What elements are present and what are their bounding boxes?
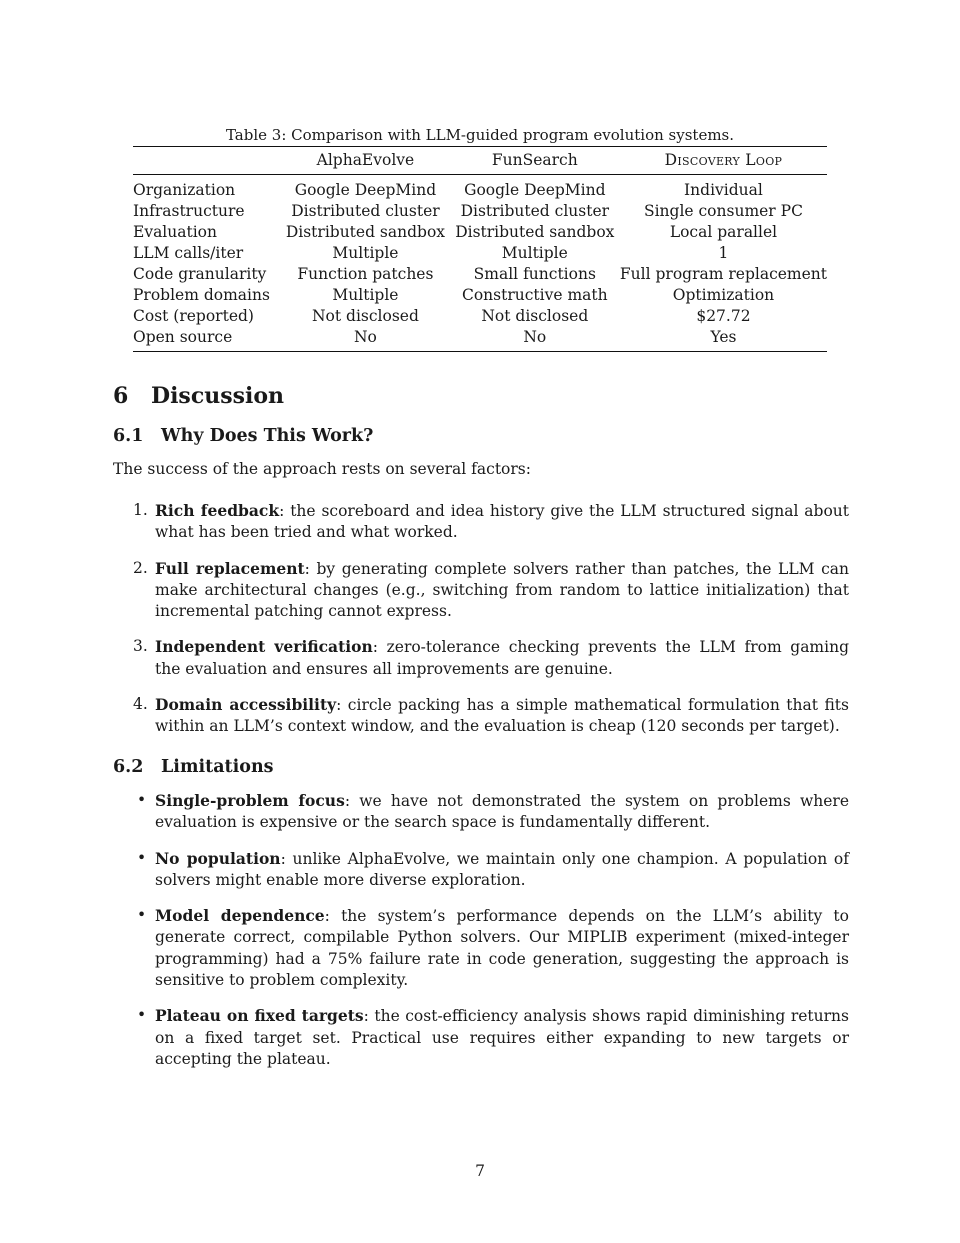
list-marker: 1. — [133, 501, 148, 519]
table-row-label: Code granularity — [133, 265, 267, 283]
table-cell: Optimization — [672, 286, 775, 304]
table-cell: Not disclosed — [311, 307, 419, 325]
section-heading — [113, 383, 284, 409]
table-cell: Google DeepMind — [464, 181, 606, 199]
table-cell: Constructive math — [461, 286, 608, 304]
list-item-text: : circle packing has a simple mathematical formulation that fits within an LLM’s context window, and the evaluation is cheap (120 seconds per target). — [155, 696, 849, 736]
table-cell: Distributed sandbox — [455, 223, 615, 241]
subsection-heading — [113, 757, 274, 777]
list-item — [113, 500, 849, 544]
table-header-cell — [133, 147, 281, 175]
subsection-title: Why Does This Work? — [161, 426, 374, 446]
list-marker: 3. — [133, 637, 148, 656]
table-cell: Distributed cluster — [460, 202, 610, 220]
table-row-label: Open source — [133, 328, 233, 346]
subsection-number: 6.1 — [113, 426, 144, 446]
list-item-term: Independent verification — [155, 637, 373, 657]
limitations-list — [113, 790, 849, 1070]
factors-list — [113, 500, 849, 738]
table-header-row — [133, 147, 827, 175]
list-item-text: : the scoreboard and idea history give the LLM structured signal about what has been tried and what worked. — [155, 502, 849, 542]
table-row-label: Evaluation — [133, 223, 217, 241]
list-item — [113, 694, 849, 738]
table-cell: Local parallel — [669, 223, 778, 241]
list-item-text: : we have not demonstrated the system on problems where evaluation is expensive or the search space is fundamentally different. — [155, 792, 849, 832]
list-item-text: : the cost-efficiency analysis shows rapid diminishing returns on a fixed target set. Practical use requires either expanding to new targets or accepting the plateau. — [155, 1007, 849, 1068]
list-item — [113, 848, 849, 892]
subsection-title: Limitations — [161, 757, 274, 777]
table-row-label: Problem domains — [133, 286, 270, 304]
table-cell: Distributed sandbox — [285, 223, 446, 241]
table-header-cell: FunSearch — [491, 151, 578, 169]
table-cell: No — [353, 328, 377, 346]
table-row — [133, 222, 827, 243]
list-item-term: No population — [155, 848, 281, 868]
table-cell: Multiple — [332, 244, 399, 262]
table-cell: Small functions — [473, 265, 596, 283]
table-cell: Yes — [710, 328, 737, 346]
table-cell: Function patches — [297, 265, 434, 283]
table-row — [133, 264, 827, 285]
list-item-text: : the system’s performance depends on the LLM’s ability to generate correct, compilable Python solvers. Our MIPLIB experiment (mixed-integer programming) had a 75% failure rate in code generation, suggesting the approach is sensitive to problem complexity. — [155, 907, 849, 990]
bullet-icon: • — [137, 906, 147, 925]
table-cell: Multiple — [501, 244, 568, 262]
table-row-label: Infrastructure — [133, 202, 245, 220]
bullet-icon: • — [137, 1006, 147, 1025]
table-cell: 1 — [718, 244, 729, 262]
section-number: 6 — [113, 383, 129, 409]
table-cell: No — [523, 328, 547, 346]
comparison-table-block — [133, 124, 827, 352]
table-row-label: Organization — [133, 181, 236, 199]
table-row-label: LLM calls/iter — [133, 244, 244, 262]
table-header-cell: AlphaEvolve — [316, 151, 415, 169]
table-row — [133, 285, 827, 306]
table-cell: Google DeepMind — [294, 181, 437, 199]
list-item — [113, 905, 849, 991]
bullet-icon: • — [137, 791, 147, 809]
table-cell: Single consumer PC — [643, 202, 803, 220]
list-item-text: : zero-tolerance checking prevents the LLM from gaming the evaluation and ensures all improvements are genuine. — [155, 638, 849, 678]
list-marker: 4. — [133, 695, 148, 714]
bullet-icon: • — [137, 848, 147, 867]
table-cell: Multiple — [332, 286, 399, 304]
subsection-heading — [113, 426, 373, 446]
subsection-number: 6.2 — [113, 757, 144, 777]
page-number: 7 — [475, 1162, 485, 1180]
list-item-term: Full replacement — [155, 558, 305, 578]
table-cell: Individual — [684, 181, 763, 199]
list-item-text: : by generating complete solvers rather than patches, the LLM can make architectural changes (e.g., switching from random to lattice initialization) that incremental patching cannot express. — [155, 559, 849, 621]
table-cell: Not disclosed — [481, 307, 589, 325]
list-item — [113, 1005, 849, 1070]
table-row — [133, 243, 827, 264]
table-cell: $27.72 — [696, 307, 751, 325]
list-item — [113, 558, 849, 623]
list-item-term: Model dependence — [155, 906, 325, 926]
intro-paragraph: The success of the approach rests on several factors: — [113, 460, 531, 478]
table-row-label: Cost (reported) — [133, 307, 254, 325]
table-row — [133, 327, 827, 352]
list-item-term: Domain accessibility — [155, 695, 337, 715]
list-marker: 2. — [133, 558, 148, 577]
table-row — [133, 175, 827, 202]
list-item-term: Single-problem focus — [155, 791, 345, 810]
table-cell: Distributed cluster — [291, 202, 440, 220]
list-item — [113, 636, 849, 680]
table-row — [133, 306, 827, 327]
table-cell: Full program replacement — [619, 265, 827, 283]
list-item-term: Rich feedback — [155, 501, 280, 520]
list-item-term: Plateau on fixed targets — [155, 1006, 364, 1026]
table-caption: Table 3: Comparison with LLM-guided program evolution systems. — [225, 126, 735, 144]
comparison-table — [133, 146, 827, 352]
table-header-cell: Discovery Loop — [664, 151, 783, 169]
list-item-text: : unlike AlphaEvolve, we maintain only one champion. A population of solvers might enable more diverse exploration. — [155, 849, 849, 889]
list-item — [113, 790, 849, 834]
section-title: Discussion — [151, 383, 285, 409]
table-row — [133, 201, 827, 222]
